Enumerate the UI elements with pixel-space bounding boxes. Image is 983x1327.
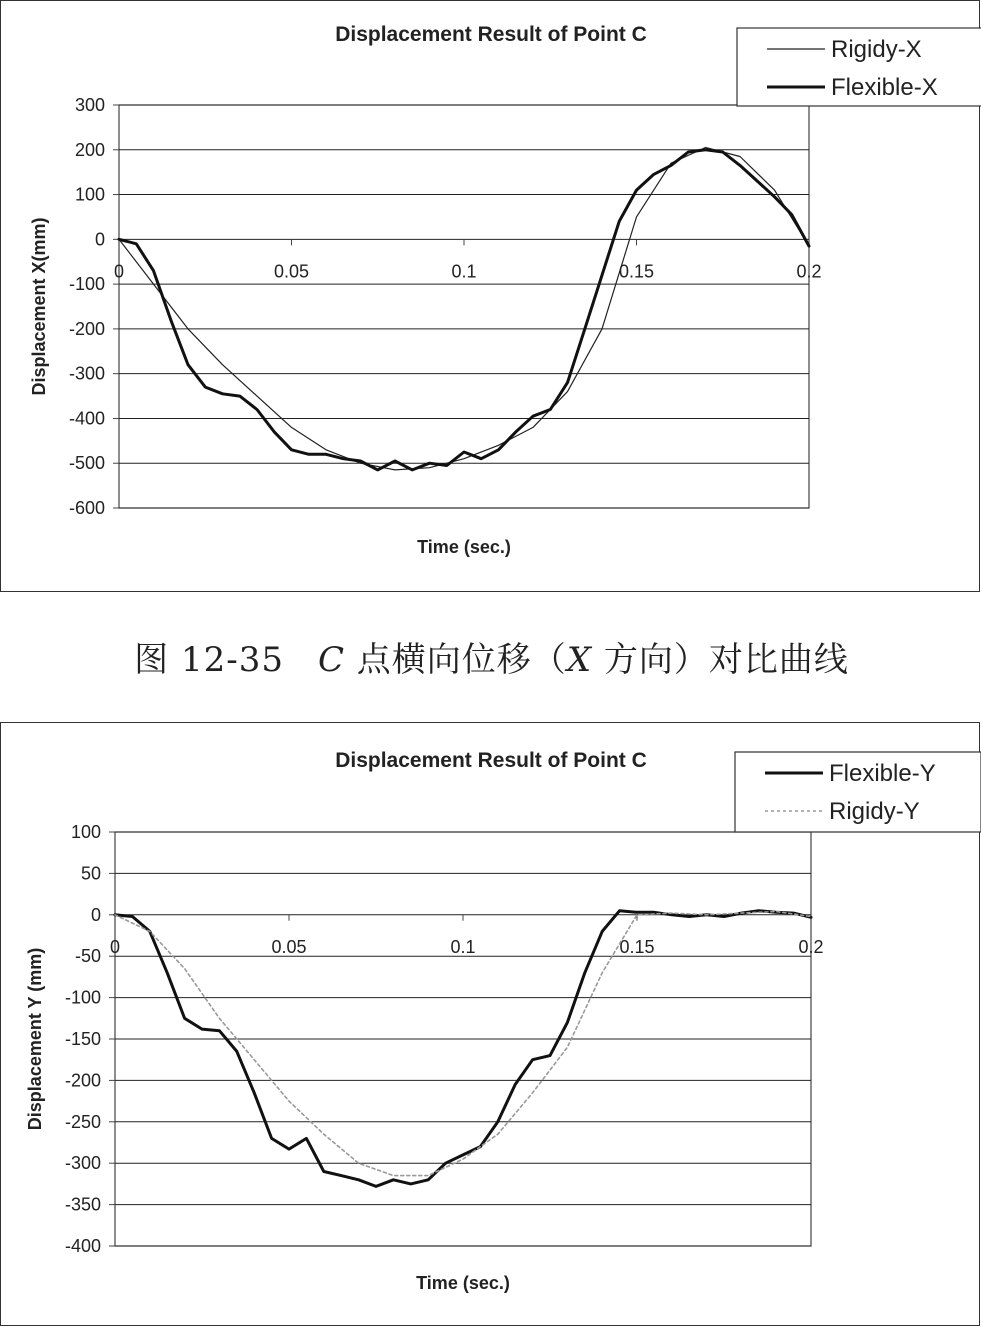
y-tick-label: 100 <box>74 184 105 205</box>
figure-caption <box>0 632 983 681</box>
y-tick-label: 0 <box>90 904 101 925</box>
y-tick-label: 300 <box>74 95 105 115</box>
y-tick-label: -500 <box>68 453 105 474</box>
caption-axis-letter: X <box>566 640 593 680</box>
y-tick-label: -400 <box>64 1236 101 1256</box>
x-tick-label: 0.1 <box>451 261 477 282</box>
x-tick-label: 0.05 <box>271 936 307 957</box>
y-tick-label: -600 <box>68 498 105 518</box>
x-tick-label: 0.1 <box>450 936 476 957</box>
chart-x-svg <box>1 1 981 593</box>
legend-label: Rigidy-X <box>831 36 922 63</box>
y-tick-label: 200 <box>74 139 105 160</box>
y-tick-label: -350 <box>64 1194 101 1215</box>
y-tick-label: -100 <box>68 274 105 295</box>
y-tick-label: 50 <box>80 863 101 884</box>
y-tick-label: -200 <box>68 318 105 339</box>
y-tick-label: -100 <box>64 987 101 1008</box>
legend-label: Flexible-Y <box>829 760 936 787</box>
plot-area <box>119 105 809 508</box>
x-tick-label: 0.2 <box>798 936 824 957</box>
y-tick-label: -250 <box>64 1111 101 1132</box>
caption-point: C <box>317 640 345 680</box>
caption-text-1: 点横向位移（ <box>345 640 567 680</box>
x-axis-label: Time (sec.) <box>417 537 511 557</box>
chart-x-frame <box>0 0 980 592</box>
y-tick-label: 100 <box>70 822 101 842</box>
chart-title: Displacement Result of Point C <box>335 23 647 46</box>
y-tick-label: -50 <box>74 946 101 967</box>
x-tick-label: 0 <box>109 936 121 957</box>
caption-figure-number: 图 12-35 <box>134 640 284 680</box>
y-tick-label: -400 <box>68 408 105 429</box>
y-axis-label: Displacement Y (mm) <box>25 947 45 1131</box>
x-tick-label: 0 <box>113 261 125 282</box>
caption-text-2: 方向）对比曲线 <box>592 640 849 680</box>
x-tick-label: 0.05 <box>273 261 310 282</box>
legend-label: Flexible-X <box>831 74 938 101</box>
chart-title: Displacement Result of Point C <box>335 749 647 772</box>
chart-y-svg <box>1 723 981 1327</box>
x-tick-label: 0.15 <box>619 936 655 957</box>
y-tick-label: 0 <box>94 229 105 250</box>
chart-y-frame <box>0 722 980 1326</box>
y-tick-label: -300 <box>64 1153 101 1174</box>
y-tick-label: -150 <box>64 1029 101 1049</box>
y-tick-label: -300 <box>68 363 105 384</box>
legend-label: Rigidy-Y <box>829 798 920 825</box>
x-tick-label: 0.2 <box>796 261 822 282</box>
y-axis-label: Displacement X(mm) <box>29 217 49 396</box>
x-tick-label: 0.15 <box>618 261 655 282</box>
x-axis-label: Time (sec.) <box>416 1273 510 1293</box>
y-tick-label: -200 <box>64 1070 101 1091</box>
